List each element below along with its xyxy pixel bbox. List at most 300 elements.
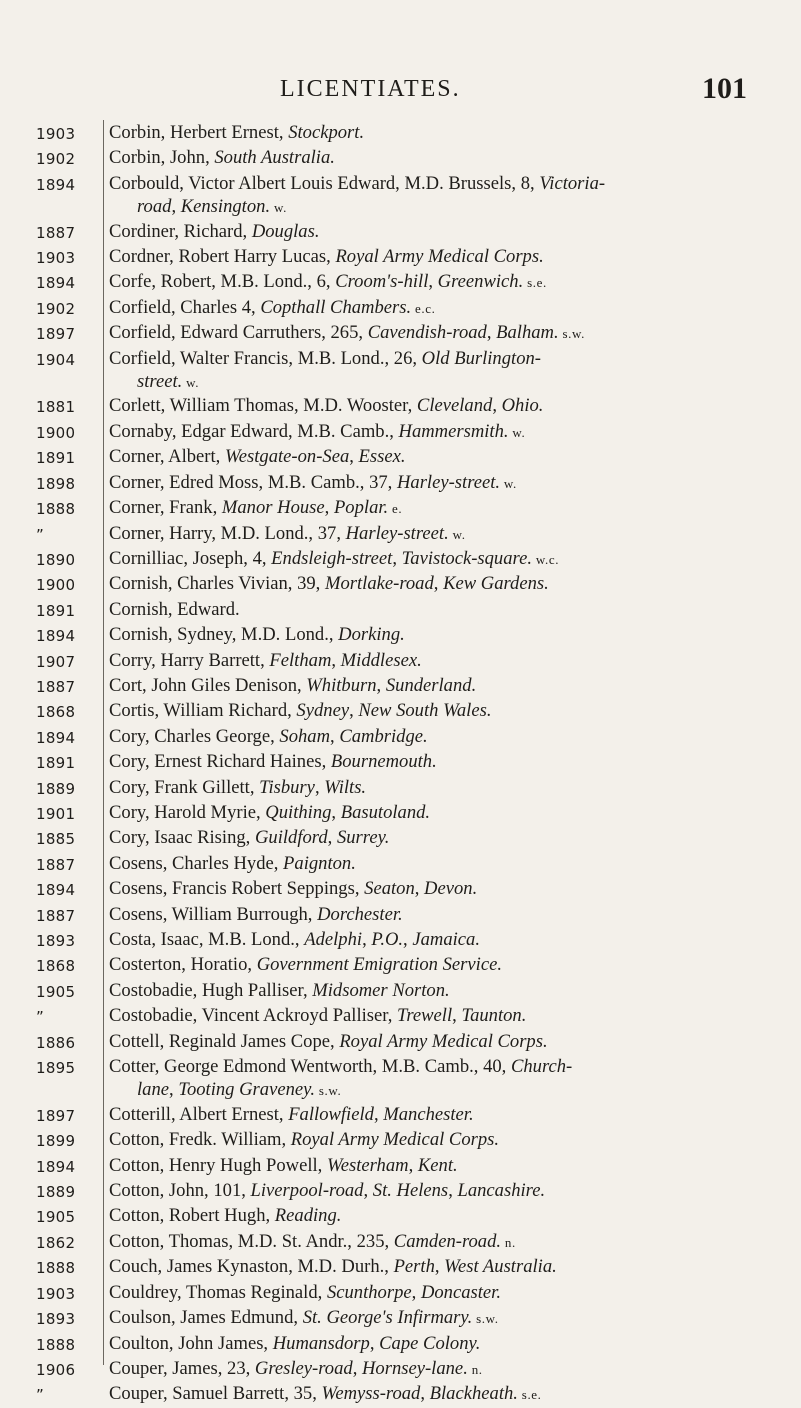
registration-year: 1893 [36,932,76,950]
place-text: Croom's-hill [335,271,429,293]
running-title: LICENTIATES. [280,76,461,102]
entry-body [109,121,801,144]
entry-text: Cornilliac, Joseph, 4, [109,547,272,569]
place-text: Royal Army Medical Corps. [335,246,544,268]
entry-body [109,877,801,900]
entry-body [109,1230,801,1254]
entry-text: Cort, John Giles Denison, [109,674,307,696]
entry-text: Corlett, William Thomas, M.D. Wooster, [109,395,417,417]
postal-district: w.c. [531,551,560,567]
entry-body [109,172,801,220]
place-text: Jamaica. [412,929,480,950]
list-item [0,496,801,521]
place-text: Sydney [296,700,350,722]
place-text: Trewell [397,1005,453,1027]
place-text: Westerham [326,1154,409,1176]
entry-body [109,1030,801,1053]
entry-text: , [362,929,372,950]
place-text: Scunthorpe [326,1281,412,1303]
entry-text: , [392,547,402,569]
entry-text: , [331,649,341,671]
place-text: Soham [279,725,331,747]
entry-body [109,1103,801,1126]
entry-text: , [408,1154,418,1176]
entry-text: Cordiner, Richard, [109,220,252,242]
postal-district: n. [467,1361,483,1377]
entry-text: Costobadie, Vincent Ackroyd Palliser, [109,1005,398,1027]
entry-body [109,928,801,951]
place-text: St. George's Infirmary. [302,1307,473,1329]
registration-year: 1891 [36,449,76,468]
entry-text: , [349,446,359,468]
registration-year: 1902 [36,299,76,318]
postal-district: s.e. [523,275,547,291]
list-item [0,598,801,623]
list-item [0,750,801,775]
registration-year: 1862 [36,1233,76,1252]
place-text: Doncaster. [420,1281,501,1303]
registration-year: 1893 [36,1310,76,1329]
registration-year: ” [36,1386,45,1405]
entry-text: , [327,827,337,849]
entry-text: Corner, Frank, [109,497,222,519]
entry-text: Cotterill, Albert Ernest, [109,1103,289,1125]
entry-text: Corfield, Charles 4, [109,296,261,318]
list-item [0,1055,801,1103]
place-text: Douglas. [251,220,320,242]
place-text: Paignton. [283,852,356,874]
entry-text: Cordner, Robert Harry Lucas, [109,246,336,268]
place-text: Cape Colony. [379,1332,481,1354]
entry-body [109,245,801,268]
place-text: Kensington. [180,196,271,218]
registration-year: 1889 [36,1183,76,1202]
place-text: Basutoland. [340,801,431,823]
entry-text: , [420,1383,430,1405]
registration-year: 1885 [36,830,76,849]
place-text: Balham. [496,322,559,344]
entry-text: Cottell, Reginald James Cope, [109,1030,340,1052]
list-item [0,826,801,851]
list-item [0,420,801,445]
place-text: Copthall Chambers. [260,296,412,318]
entry-text: , [349,700,359,722]
registration-year: 1903 [36,1284,76,1303]
entry-text: Corner, Albert, [109,446,225,468]
entry-body [109,1306,801,1330]
list-item [0,903,801,928]
registration-year: ” [36,525,45,544]
entry-text: Corfe, Robert, M.B. Lond., 6, [109,271,336,293]
entry-text: Coulson, James Edmund, [109,1307,303,1329]
entry-text: , [314,776,325,798]
postal-district: w. [270,200,287,216]
place-text: Government Emigration Service. [256,954,502,976]
registration-year: 1899 [36,1132,76,1151]
place-text: West Australia. [444,1256,557,1278]
registration-year: 1894 [36,1157,76,1176]
place-text: Poplar. [333,497,389,519]
place-text: Liverpool-road [250,1180,364,1202]
entry-body [109,750,801,773]
registration-year: 1888 [36,1259,76,1278]
place-text: Cambridge. [339,725,428,747]
registration-year: 1894 [36,175,76,194]
entry-text: , [171,196,181,218]
place-text: Tooting Graveney. [178,1079,316,1101]
list-item [0,1154,801,1179]
place-text: P.O. [371,929,404,950]
registration-year: 1898 [36,474,76,493]
list-item [0,1179,801,1204]
place-text: Surrey. [336,827,390,849]
entry-text: Cory, Isaac Rising, [109,827,255,849]
registration-year: 1887 [36,677,76,696]
place-text: Harley-street. [396,471,501,493]
list-item [0,852,801,877]
page-header [0,72,801,112]
entry-text: Cosens, Francis Robert Seppings, [109,878,365,900]
list-item [0,928,801,953]
entry-text: , [376,674,386,696]
registration-year: 1894 [36,881,76,900]
entry-text: Corner, Harry, M.D. Lond., 37, [109,522,346,544]
list-item [0,1230,801,1255]
place-text: Perth [393,1256,435,1278]
registration-year: 1895 [36,1059,76,1078]
place-text: Royal Army Medical Corps. [290,1129,500,1151]
list-item [0,245,801,270]
place-text: Bournemouth. [330,751,437,773]
entry-body [109,1179,801,1202]
registration-year: 1887 [36,906,76,925]
list-item [0,1103,801,1128]
registration-year: 1890 [36,550,76,569]
place-text: lane [137,1079,170,1101]
entry-body [109,699,801,722]
entry-body [109,1128,801,1151]
entry-text: Cory, Ernest Richard Haines, [109,751,331,773]
registration-year: 1868 [36,703,76,722]
place-text: street. [137,371,183,393]
entry-body [109,270,801,294]
entry-text: Cosens, William Burrough, [109,903,318,925]
place-text: Adelphi [304,929,363,950]
registration-year: 1900 [36,423,76,442]
place-text: Endsleigh-street [271,547,393,569]
entry-text: , [428,271,438,293]
place-text: Church- [510,1056,573,1078]
entry-body [109,1281,801,1304]
place-text: Fallowfield [288,1103,374,1125]
place-text: Manor House [221,497,325,519]
entry-body [109,1255,801,1278]
list-item [0,699,801,724]
entry-body [109,1004,801,1027]
list-item [0,121,801,146]
place-text: Gresley-road [254,1357,353,1379]
entry-continuation [109,195,801,219]
entry-text: Cornish, Sydney, M.D. Lond., [109,624,339,646]
place-text: Dorking. [338,624,405,646]
entry-body [109,220,801,243]
list-item [0,979,801,1004]
entry-text: Costobadie, Hugh Palliser, [109,979,313,1001]
registration-year: 1889 [36,779,76,798]
list-item [0,1004,801,1029]
entry-text: , [373,1103,384,1125]
entry-text: , [330,725,340,747]
entry-text: Cotton, Robert Hugh, [109,1205,275,1227]
entry-text: Cotton, Henry Hugh Powell, [109,1154,327,1176]
registration-year: 1881 [36,398,76,417]
list-item [0,1332,801,1357]
registration-year: 1901 [36,804,76,823]
postal-district: n. [501,1234,516,1250]
list-item [0,725,801,750]
list-item [0,1306,801,1331]
entry-text: , [434,1256,445,1278]
registration-year: 1905 [36,982,76,1001]
entry-body [109,347,801,395]
entry-text: , [411,1281,421,1303]
entry-text: Cory, Harold Myrie, [109,801,266,823]
place-text: Dorchester. [317,903,403,925]
entry-text: , [433,573,444,595]
place-text: Cleveland [416,395,493,417]
place-text: Manchester. [383,1103,474,1125]
place-text: Midsomer Norton. [312,979,450,1001]
entry-text: , [331,801,341,823]
place-text: Sunderland. [385,674,477,696]
entry-text: Cortis, William Richard, [109,700,297,722]
postal-district: s.w. [472,1311,499,1327]
entry-continuation [109,370,801,394]
list-item [0,1030,801,1055]
entry-text: Cornish, Charles Vivian, 39, [109,573,325,595]
list-item [0,1281,801,1306]
entry-body [109,321,801,345]
registration-year: 1886 [36,1033,76,1052]
list-item [0,172,801,220]
place-text: Whitburn [306,674,377,696]
entry-text: Cory, Charles George, [109,725,280,747]
list-item [0,1204,801,1229]
place-text: Kew Gardens. [443,573,549,595]
list-item [0,445,801,470]
entry-body [109,776,801,799]
registration-year: 1868 [36,957,76,976]
entry-body [109,649,801,672]
place-text: Cavendish-road [367,322,487,344]
entry-body [109,572,801,595]
place-text: Stockport. [288,122,365,143]
entry-text: Corbould, Victor Albert Louis Edward, M.D. Brussels, 8, [109,172,540,194]
entry-text: Costerton, Horatio, [109,954,257,976]
entry-body [109,1332,801,1355]
entry-text: Cosens, Charles Hyde, [109,852,284,874]
registration-year: 1904 [36,350,76,369]
entry-text: Cotton, Thomas, M.D. St. Andr., 235, [109,1230,394,1252]
entry-text: , [492,395,502,417]
registration-year: 1897 [36,325,76,344]
entry-body [109,826,801,849]
list-item [0,547,801,572]
place-text: Quithing [265,801,332,823]
postal-district: w. [508,424,526,440]
place-text: South Australia. [214,147,335,169]
entry-body [109,725,801,748]
entry-body [109,1357,801,1381]
entry-body [109,496,801,520]
entry-text: , [414,878,425,900]
place-text: Taunton. [461,1005,527,1027]
entry-body [109,1382,801,1406]
list-item [0,522,801,547]
place-text: Kent. [417,1154,458,1176]
list-item [0,270,801,295]
list-item [0,1382,801,1407]
entry-text: Corbin, John, [109,147,215,169]
place-text: Essex. [358,446,406,468]
entry-text: , [452,1005,462,1027]
registration-year: 1887 [36,855,76,874]
place-text: road [137,196,172,218]
entry-text: Couch, James Kynaston, M.D. Durh., [109,1256,394,1278]
registration-year: ” [36,1008,45,1027]
list-item [0,220,801,245]
place-text: Harley-street. [345,522,449,544]
entry-body [109,623,801,646]
entry-body [109,598,801,621]
entry-continuation [109,1078,801,1102]
place-text: Devon. [424,878,478,900]
place-text: Feltham [269,649,332,671]
registration-year: 1894 [36,627,76,646]
place-text: Camden-road. [393,1230,502,1252]
registration-year: 1906 [36,1360,76,1379]
place-text: Westgate-on-Sea [224,446,350,468]
postal-district: s.e. [517,1387,542,1403]
postal-district: s.w. [558,326,585,342]
place-text: Guildford [254,827,328,849]
place-text: Ohio. [501,395,544,417]
postal-district: e.c. [411,300,436,316]
list-item [0,801,801,826]
entry-text: Couper, Samuel Barrett, 35, [109,1383,322,1405]
entry-body [109,1154,801,1177]
place-text: Blackheath. [429,1383,518,1405]
entry-text: , [369,1332,380,1354]
entry-body [109,296,801,320]
list-item [0,1357,801,1382]
list-item [0,146,801,171]
registration-year: 1888 [36,500,76,519]
entry-text: Costa, Isaac, M.B. Lond., [109,929,305,950]
registration-year: 1903 [36,125,76,143]
registration-year: 1903 [36,249,76,268]
entry-text: , [324,497,334,519]
list-item [0,776,801,801]
postal-district: s.w. [315,1083,342,1099]
place-text: Reading. [274,1205,342,1227]
entry-text: Cornish, Edward. [109,598,240,620]
place-text: Victoria- [539,172,606,194]
entry-text: , [403,929,413,950]
place-text: Tisbury [259,776,315,798]
place-text: Tavistock-square. [401,547,532,569]
place-text: Mortlake-road [324,573,434,595]
page-number: 101 [702,72,747,105]
list-item [0,394,801,419]
registration-year: 1897 [36,1106,76,1125]
place-text: Seaton [364,878,415,900]
registration-year: 1905 [36,1208,76,1227]
entry-body [109,979,801,1002]
entry-text: , [486,322,497,344]
place-text: Hornsey-lane. [361,1357,468,1379]
entry-text: Corbin, Herbert Ernest, [109,122,289,143]
entry-body [109,394,801,417]
entry-text: Corfield, Edward Carruthers, 265, [109,322,368,344]
registration-year: 1907 [36,652,76,671]
entry-text: Cotton, Fredk. William, [109,1129,291,1151]
entry-text: , [363,1180,373,1202]
entry-text: Coulton, John James, [109,1332,273,1354]
list-item [0,623,801,648]
entry-text: Couper, James, 23, [109,1357,255,1379]
place-text: Humansdorp [272,1332,370,1354]
entry-text: Cotton, John, 101, [109,1180,251,1202]
entry-text: Cory, Frank Gillett, [109,776,260,798]
entry-text: Corfield, Walter Francis, M.B. Lond., 26, [109,347,422,369]
list-item [0,1128,801,1153]
entry-body [109,1055,801,1103]
entry-text: , [169,1079,179,1101]
entry-text: , [448,1180,458,1202]
entry-body [109,674,801,697]
entry-body [109,146,801,169]
registration-year: 1887 [36,223,76,242]
place-text: Lancashire. [457,1180,546,1202]
entry-body [109,522,801,546]
list-item [0,953,801,978]
registration-year: 1902 [36,150,76,169]
place-text: Hammersmith. [398,420,509,442]
entry-body [109,903,801,926]
registration-year: 1894 [36,728,76,747]
entry-body [109,852,801,875]
registration-year: 1891 [36,601,76,620]
list-item [0,877,801,902]
postal-district: e. [388,501,403,517]
entry-body [109,420,801,444]
postal-district: w. [182,375,200,391]
list-item [0,296,801,321]
entry-body [109,471,801,495]
entry-body [109,547,801,571]
place-text: Wemyss-road [321,1383,421,1405]
entry-text: Couldrey, Thomas Reginald, [109,1281,327,1303]
entry-text: , [352,1357,362,1379]
place-text: Middlesex. [340,649,422,671]
list-item [0,674,801,699]
entry-body [109,953,801,976]
place-text: New South Wales. [358,700,492,722]
list-item [0,649,801,674]
registration-year: 1894 [36,274,76,293]
registration-year: 1888 [36,1335,76,1354]
